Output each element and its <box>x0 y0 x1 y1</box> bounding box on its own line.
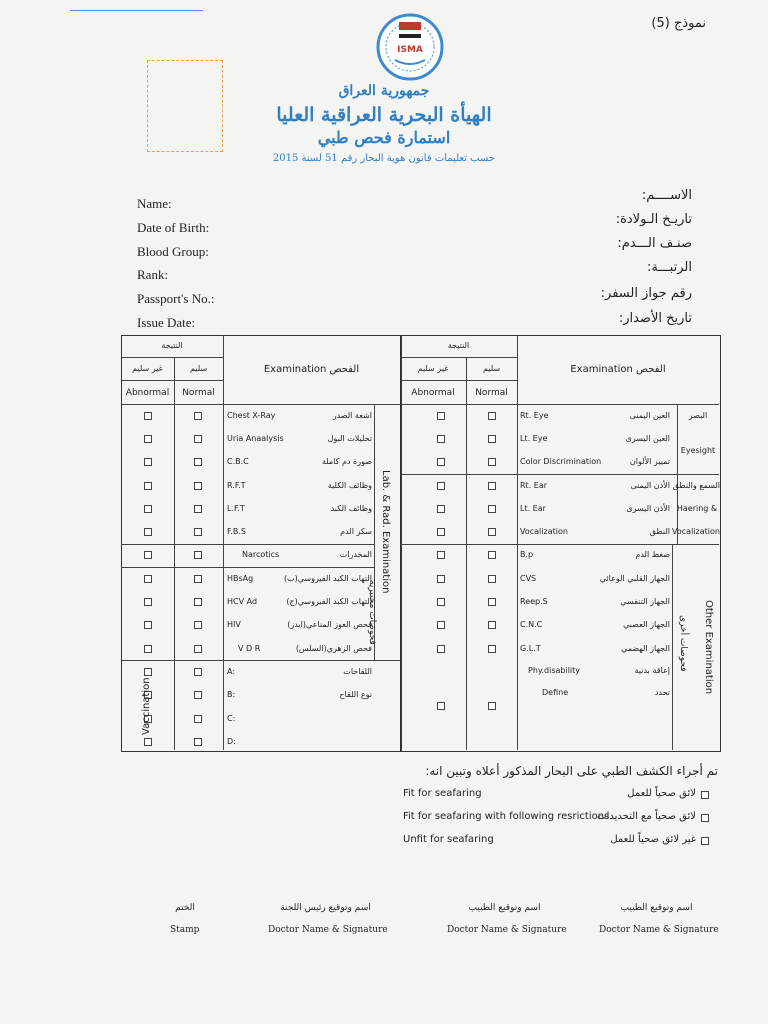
normal-checkbox[interactable] <box>488 645 496 653</box>
right-healthy-header: سليم <box>482 364 501 373</box>
lab-group-label: Lab. & Rad. Examination <box>380 470 391 594</box>
abnormal-checkbox[interactable] <box>144 551 152 559</box>
left-exam-en: C.B.C <box>227 457 249 467</box>
left-exam-ar: وظائف الكلية <box>327 480 372 490</box>
field-passport-label: Passport's No.: <box>137 291 215 306</box>
abnormal-checkbox[interactable] <box>144 435 152 443</box>
header-line4: حسب تعليمات قانون هوية البحار رقم 51 لسنة 2015 <box>272 153 496 164</box>
normal-checkbox[interactable] <box>194 691 202 699</box>
abnormal-checkbox[interactable] <box>437 458 445 466</box>
outcome-checkbox[interactable] <box>701 814 709 822</box>
normal-checkbox[interactable] <box>488 702 496 710</box>
signature-label-en: Doctor Name & Signature <box>447 925 567 935</box>
abnormal-checkbox[interactable] <box>144 621 152 629</box>
right-not-healthy-header: غير سليم <box>417 364 449 373</box>
lab-group-label-ar: فحوصات مختبرية <box>367 580 377 645</box>
right-exam-ar: العين اليمنى <box>629 410 670 420</box>
field-blood-label-ar: صنـف الـــدم: <box>617 236 692 251</box>
abnormal-checkbox[interactable] <box>437 551 445 559</box>
field-name-label: Name: <box>137 196 172 211</box>
normal-checkbox[interactable] <box>194 668 202 676</box>
left-exam-en: F.B.S <box>227 527 246 537</box>
eyesight-label: Eyesight <box>680 446 716 455</box>
normal-checkbox[interactable] <box>488 458 496 466</box>
normal-checkbox[interactable] <box>488 412 496 420</box>
abnormal-checkbox[interactable] <box>437 482 445 490</box>
signature-label-ar: اسم وتوقيع رئيس اللجنة <box>280 903 371 913</box>
normal-checkbox[interactable] <box>488 528 496 536</box>
normal-checkbox[interactable] <box>488 435 496 443</box>
left-exam-en: HBsAg <box>227 573 254 583</box>
left-exam-ar: سكر الدم <box>340 527 372 537</box>
signature-label-en: Doctor Name & Signature <box>599 925 719 935</box>
form-number: نموذج (5) <box>651 16 706 31</box>
abnormal-checkbox[interactable] <box>144 482 152 490</box>
eyesight-ar: البصر <box>688 411 708 420</box>
right-exam-ar: تحدد <box>654 688 670 698</box>
normal-checkbox[interactable] <box>194 598 202 606</box>
abnormal-checkbox[interactable] <box>144 738 152 746</box>
outcome-label-en: Fit for seafaring with following resrictions <box>403 811 610 822</box>
normal-checkbox[interactable] <box>488 505 496 513</box>
right-exam-en: Reep.S <box>520 597 548 607</box>
left-exam-ar: فحص الزهري(السلس) <box>295 643 372 653</box>
grid-line <box>400 380 517 381</box>
abnormal-checkbox[interactable] <box>144 412 152 420</box>
abnormal-checkbox[interactable] <box>437 505 445 513</box>
right-abnormal-header: Abnormal <box>411 388 455 398</box>
normal-checkbox[interactable] <box>488 482 496 490</box>
left-healthy-header: سليم <box>189 364 208 373</box>
right-exam-ar: العين اليسرى <box>625 433 670 443</box>
right-exam-en: Color Discrimination <box>520 457 602 467</box>
normal-checkbox[interactable] <box>194 551 202 559</box>
left-exam-ar: اشعة الصدر <box>332 410 372 420</box>
normal-checkbox[interactable] <box>194 435 202 443</box>
left-not-healthy-header: غير سليم <box>132 364 163 373</box>
right-exam-en: Rt. Ear <box>520 480 548 490</box>
signature-label-ar: اسم وتوقيع الطبيب <box>620 903 693 913</box>
grid-line <box>121 660 400 661</box>
field-blood-label: Blood Group: <box>137 244 209 259</box>
field-rank-label: Rank: <box>137 267 169 282</box>
normal-checkbox[interactable] <box>194 715 202 723</box>
outcome-checkbox[interactable] <box>701 791 709 799</box>
left-exam-ar: التهاب الكبد الفيروسي(ب) <box>283 573 372 583</box>
signature-label-ar: اسم وتوقيع الطبيب <box>468 903 541 913</box>
right-exam-ar: النطق <box>649 527 670 537</box>
field-issue-label-ar: تاريخ الأصدار: <box>618 311 692 326</box>
left-exam-en: L.F.T <box>227 503 245 513</box>
normal-checkbox[interactable] <box>488 575 496 583</box>
normal-checkbox[interactable] <box>194 528 202 536</box>
right-examination-header: Examination الفحص <box>570 364 666 375</box>
right-exam-ar: الجهاز العصبي <box>623 620 670 630</box>
abnormal-checkbox[interactable] <box>437 528 445 536</box>
normal-checkbox[interactable] <box>194 458 202 466</box>
left-exam-en: A: <box>227 666 236 676</box>
left-exam-en: Narcotics <box>242 550 280 560</box>
grid-line <box>121 567 374 568</box>
result-statement: تم أجراء الكشف الطبي على البحار المذكور أعلاه وتبين انه: <box>425 764 718 778</box>
grid-line <box>400 404 719 405</box>
right-exam-en: Lt. Ear <box>520 503 546 513</box>
header-line2: الهيأة البحرية العراقية العليا <box>276 104 492 126</box>
abnormal-checkbox[interactable] <box>437 621 445 629</box>
grid-line <box>121 380 223 381</box>
abnormal-checkbox[interactable] <box>437 435 445 443</box>
normal-checkbox[interactable] <box>488 598 496 606</box>
left-exam-ar: اللقاحات <box>343 666 372 676</box>
right-exam-ar: الأذن اليسرى <box>626 503 670 513</box>
vocalization-label: Vocalization <box>672 527 720 536</box>
left-result-header: النتيجة <box>161 341 183 350</box>
grid-line <box>121 404 400 405</box>
right-exam-en: C.N.C <box>520 620 543 630</box>
abnormal-checkbox[interactable] <box>144 528 152 536</box>
right-exam-ar: الجهاز التنفسي <box>620 597 670 607</box>
abnormal-checkbox[interactable] <box>144 668 152 676</box>
abnormal-checkbox[interactable] <box>437 645 445 653</box>
abnormal-checkbox[interactable] <box>144 645 152 653</box>
field-dob-label-ar: تاريـخ الـولادة: <box>615 212 692 227</box>
left-exam-ar: المخدرات <box>339 550 372 560</box>
abnormal-checkbox[interactable] <box>437 598 445 606</box>
isma-logo-icon <box>375 12 445 82</box>
right-normal-header: Normal <box>475 388 508 398</box>
left-exam-ar: التهاب الكبد الفيروسي(ج) <box>286 597 372 607</box>
outcome-label-ar: لائق صحياً مع التحديدات <box>597 811 696 822</box>
hearing-ar: السمع والنطق <box>672 481 720 490</box>
abnormal-checkbox[interactable] <box>144 575 152 583</box>
left-exam-en: Chest X-Ray <box>227 410 276 420</box>
left-exam-ar: وظائف الكبد <box>330 503 372 513</box>
left-exam-en: V D R <box>238 643 261 653</box>
abnormal-checkbox[interactable] <box>437 702 445 710</box>
field-passport-label-ar: رقم جواز السفر: <box>600 286 692 301</box>
normal-checkbox[interactable] <box>194 575 202 583</box>
abnormal-checkbox[interactable] <box>437 575 445 583</box>
left-exam-en: HIV <box>227 620 241 630</box>
right-exam-en: Phy.disability <box>528 666 581 676</box>
left-abnormal-header: Abnormal <box>125 388 170 398</box>
outcome-checkbox[interactable] <box>701 837 709 845</box>
right-exam-ar: الجهاز القلبي الوعائي <box>599 573 670 583</box>
outcome-label-ar: غير لائق صحياً للعمل <box>610 834 696 845</box>
right-exam-en: Rt. Eye <box>520 410 549 420</box>
vaccination-label: Vaccination <box>141 677 152 735</box>
hearing-label: Haering & <box>676 504 718 513</box>
right-exam-ar: الجهاز الهضمي <box>621 643 670 653</box>
abnormal-checkbox[interactable] <box>144 505 152 513</box>
normal-checkbox[interactable] <box>194 621 202 629</box>
left-exam-ar: فحص العوز المناعي(ايدز) <box>287 620 372 630</box>
left-exam-en: D: <box>227 736 236 746</box>
normal-checkbox[interactable] <box>194 645 202 653</box>
grid-line <box>174 357 175 750</box>
abnormal-checkbox[interactable] <box>144 598 152 606</box>
normal-checkbox[interactable] <box>194 412 202 420</box>
header-line1: جمهورية العراق <box>338 83 430 99</box>
left-exam-en: Uria Anaalysis <box>227 433 284 443</box>
abnormal-checkbox[interactable] <box>437 412 445 420</box>
normal-checkbox[interactable] <box>488 621 496 629</box>
left-examination-header: Examination الفحص <box>263 364 360 375</box>
abnormal-checkbox[interactable] <box>144 458 152 466</box>
grid-line <box>400 357 517 358</box>
right-exam-en: B.p <box>520 550 534 560</box>
grid-line <box>121 544 374 545</box>
grid-line <box>517 335 518 750</box>
grid-line <box>121 357 223 358</box>
signature-label-ar: الختم <box>175 903 195 913</box>
right-exam-ar: تمييز الألوان <box>629 457 670 467</box>
left-exam-ar: نوع اللقاح <box>339 690 372 700</box>
normal-checkbox[interactable] <box>194 738 202 746</box>
signature-label-en: Doctor Name & Signature <box>268 925 388 935</box>
grid-line <box>223 335 224 750</box>
outcome-label-en: Fit for seafaring <box>403 788 482 799</box>
left-exam-ar: صورة دم كاملة <box>321 457 372 467</box>
logo-text: ISMA <box>397 45 423 55</box>
left-normal-header: Normal <box>182 388 215 398</box>
left-exam-en: R.F.T <box>227 480 246 490</box>
right-exam-en: Lt. Eye <box>520 433 548 443</box>
signature-label-en: Stamp <box>170 925 200 935</box>
outcome-label-ar: لائق صحياً للعمل <box>627 788 696 799</box>
field-dob-label: Date of Birth: <box>137 220 210 235</box>
field-issue-label: Issue Date: <box>137 315 196 330</box>
right-exam-en: CVS <box>520 573 537 583</box>
left-exam-en: C: <box>227 713 236 723</box>
field-name-label-ar: الاســــم: <box>641 188 692 203</box>
grid-line <box>672 545 673 750</box>
right-exam-en: Define <box>542 688 569 698</box>
grid-line <box>400 474 719 475</box>
other-group-label-ar: فحوصات أخرى <box>678 615 688 672</box>
left-exam-ar: تحليلات البول <box>327 433 372 443</box>
right-exam-ar: ضغط الدم <box>635 550 670 560</box>
top-rule <box>70 10 203 11</box>
right-exam-ar: الأذن اليمنى <box>630 480 670 490</box>
grid-line <box>466 357 467 750</box>
right-exam-en: G.L.T <box>520 643 541 653</box>
normal-checkbox[interactable] <box>488 551 496 559</box>
grid-line <box>400 544 719 545</box>
field-rank-label-ar: الرتبـــة: <box>646 260 692 275</box>
right-result-header: النتيجة <box>447 341 470 350</box>
left-exam-en: B: <box>227 690 236 700</box>
left-exam-en: HCV Ad <box>227 597 258 607</box>
header-line3: استمارة فحص طبي <box>317 128 451 147</box>
other-group-label: Other Examination <box>703 600 714 695</box>
right-exam-ar: إعاقة بدنية <box>634 666 670 676</box>
normal-checkbox[interactable] <box>194 482 202 490</box>
normal-checkbox[interactable] <box>194 505 202 513</box>
outcome-label-en: Unfit for seafaring <box>403 834 494 845</box>
right-exam-en: Vocalization <box>520 527 568 537</box>
